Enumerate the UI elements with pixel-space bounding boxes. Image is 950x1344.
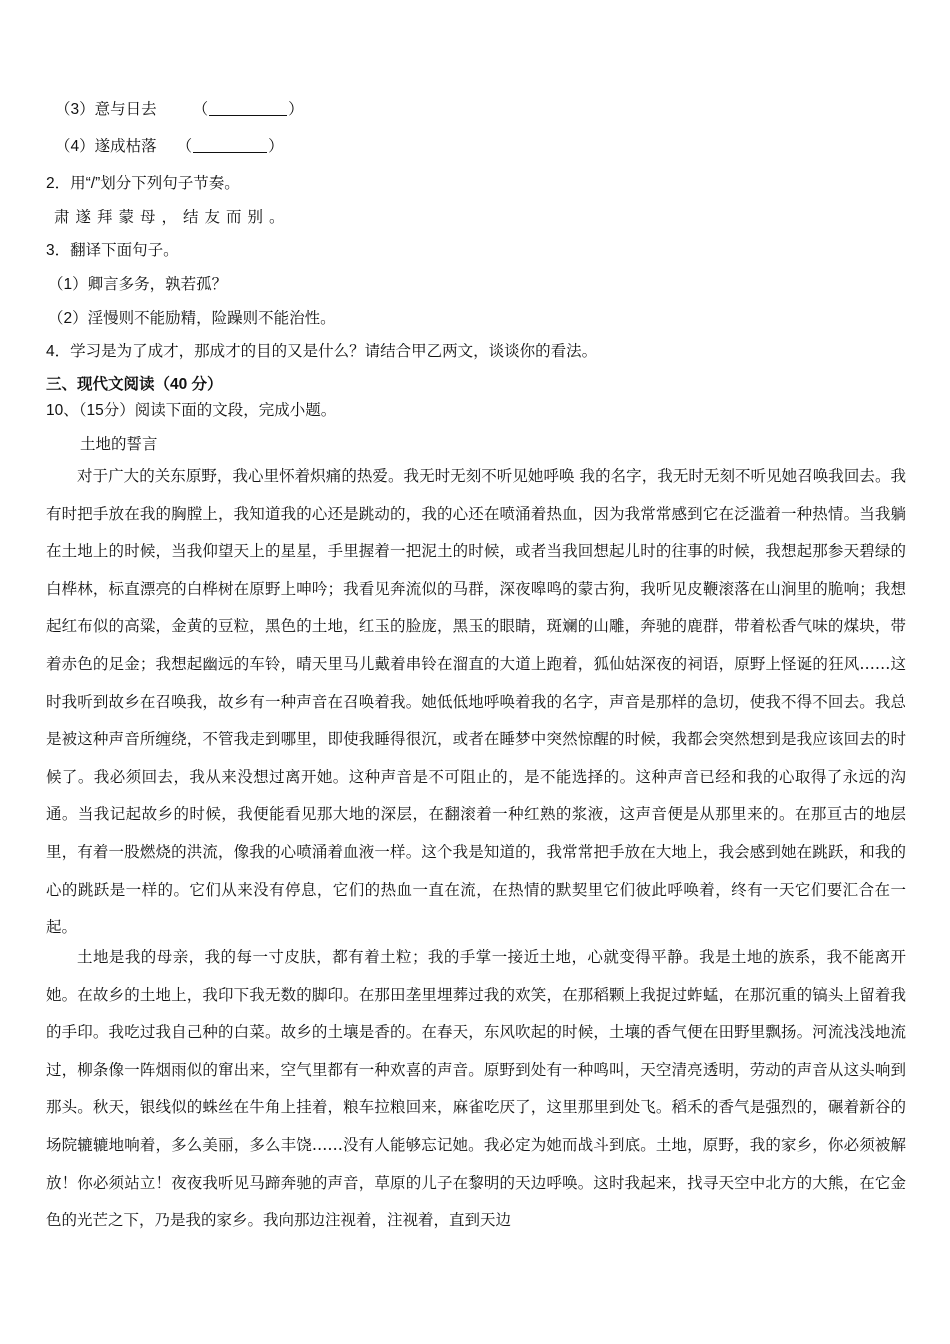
q1-item-3-text: 意与日去 <box>94 101 157 118</box>
q1-item-3-paren-open: （ <box>192 101 209 118</box>
q1-item-3-num: （3） <box>55 101 95 118</box>
article-paragraph-2 <box>46 939 906 1240</box>
q1-item-4 <box>55 137 284 157</box>
q1-item-3-paren-close: ） <box>288 101 304 118</box>
q1-item-4-paren-open: （ <box>176 138 193 155</box>
section-question: 10、（15分）阅读下面的文段，完成小题。 <box>46 402 337 419</box>
article-title: 土地的誓言 <box>80 435 158 453</box>
q1-item-4-paren-close: ） <box>268 138 284 155</box>
answer-blank[interactable] <box>193 137 267 153</box>
q1-item-3 <box>55 100 304 120</box>
q2-sentence: 肃遂拜蒙母，结友而别。 <box>54 209 291 226</box>
article-paragraph-1 <box>46 458 906 947</box>
q3-item-1: （1）卿言多务，孰若孤？ <box>48 276 228 293</box>
section-heading: 三、现代文阅读（40 分） <box>46 376 223 393</box>
article-paragraph-2-text: 土地是我的母亲，我的每一寸皮肤，都有着土粒；我的手掌一接近土地，心就变得平静。我是土地的族系，我不能离开她。在故乡的土地上，我印下我无数的脚印。在那田垄里埋葬过我的欢笑，在那稻颗上我捉过蚱蜢，在那沉重的镐头上留着我的手印。我吃过我自己种的白菜。故乡的土壤是香的。在春天，东风吹起的时候，土壤的香气便在田野里飘扬。河流浅浅地流过，柳条像一阵烟雨似的窜出来，空气里都有一种欢喜的声音。原野到处有一种鸣叫，天空清亮透明，劳动的声音从这头响到那头。秋天，银线似的蛛丝在牛角上挂着，粮车拉粮回来，麻雀吃厌了，这里那里到处飞。稻禾的香气是强烈的，碾着新谷的场院辘辘地响着，多么美丽，多么丰饶……没有人能够忘记她。我必定为她而战斗到底。土地，原野，我的家乡，你必须被解放！你必须站立！夜夜我听见马蹄奔驰的声音，草原的儿子在黎明的天边呼唤。这时我起来，找寻天空中北方的大熊，在它金色的光芒之下，乃是我的家乡。我向那边注视着，注视着，直到天边 <box>46 948 906 1230</box>
q3-title: 3．翻译下面句子。 <box>46 242 179 259</box>
q1-item-4-num: （4） <box>55 138 95 155</box>
article-paragraph-1-text: 对于广大的关东原野，我心里怀着炽痛的热爱。我无时无刻不听见她呼唤 我的名字，我无时无刻不听见她召唤我回去。我有时把手放在我的胸膛上，我知道我的心还是跳动的，我的心还在喷涌着热血，因为我常常感到它在泛滥着一种热情。当我躺在土地上的时候，当我仰望天上的星星，手里握着一把泥土的时候，或者当我回想起儿时的往事的时候，我想起那参天碧绿的白桦林，标直漂亮的白桦树在原野上呻吟；我看见奔流似的马群，深夜嗥鸣的蒙古狗，我听见皮鞭滚落在山涧里的脆响；我想起红布似的高粱，金黄的豆粒，黑色的土地，红玉的脸庞，黑玉的眼睛，斑斓的山雕，奔驰的鹿群，带着松香气味的煤块，带着赤色的足金；我想起幽远的车铃，晴天里马儿戴着串铃在溜直的大道上跑着，狐仙姑深夜的祠语，原野上怪诞的狂风……这时我听到故乡在召唤我，故乡有一种声音在召唤着我。她低低地呼唤着我的名字，声音是那样的急切，使我不得不回去。我总是被这种声音所缠绕，不管我走到哪里，即使我睡得很沉，或者在睡梦中突然惊醒的时候，我都会突然想到是我应该回去的时候了。我必须回去，我从来没想过离开她。这种声音是不可阻止的，是不能选择的。这种声音已经和我的心取得了永远的沟通。当我记起故乡的时候，我便能看见那大地的深层，在翻滚着一种红熟的浆液，这声音便是从那里来的。在那亘古的地层里，有着一股燃烧的洪流，像我的心喷涌着血液一样。这个我是知道的，我常常把手放在大地上，我会感到她在跳跃，和我的心的跳跃是一样的。它们从来没有停息，它们的热血一直在流，在热情的默契里它们彼此呼唤着，终有一天它们要汇合在一起。 <box>46 467 906 937</box>
q2-title: 2．用“/”划分下列句子节奏。 <box>46 175 240 192</box>
q3-item-2: （2）淫慢则不能励精，险躁则不能治性。 <box>48 310 336 327</box>
q4-title: 4．学习是为了成才，那成才的目的又是什么？请结合甲乙两文，谈谈你的看法。 <box>46 343 598 360</box>
q1-item-4-text: 遂成枯落 <box>94 138 157 155</box>
answer-blank[interactable] <box>209 100 287 116</box>
